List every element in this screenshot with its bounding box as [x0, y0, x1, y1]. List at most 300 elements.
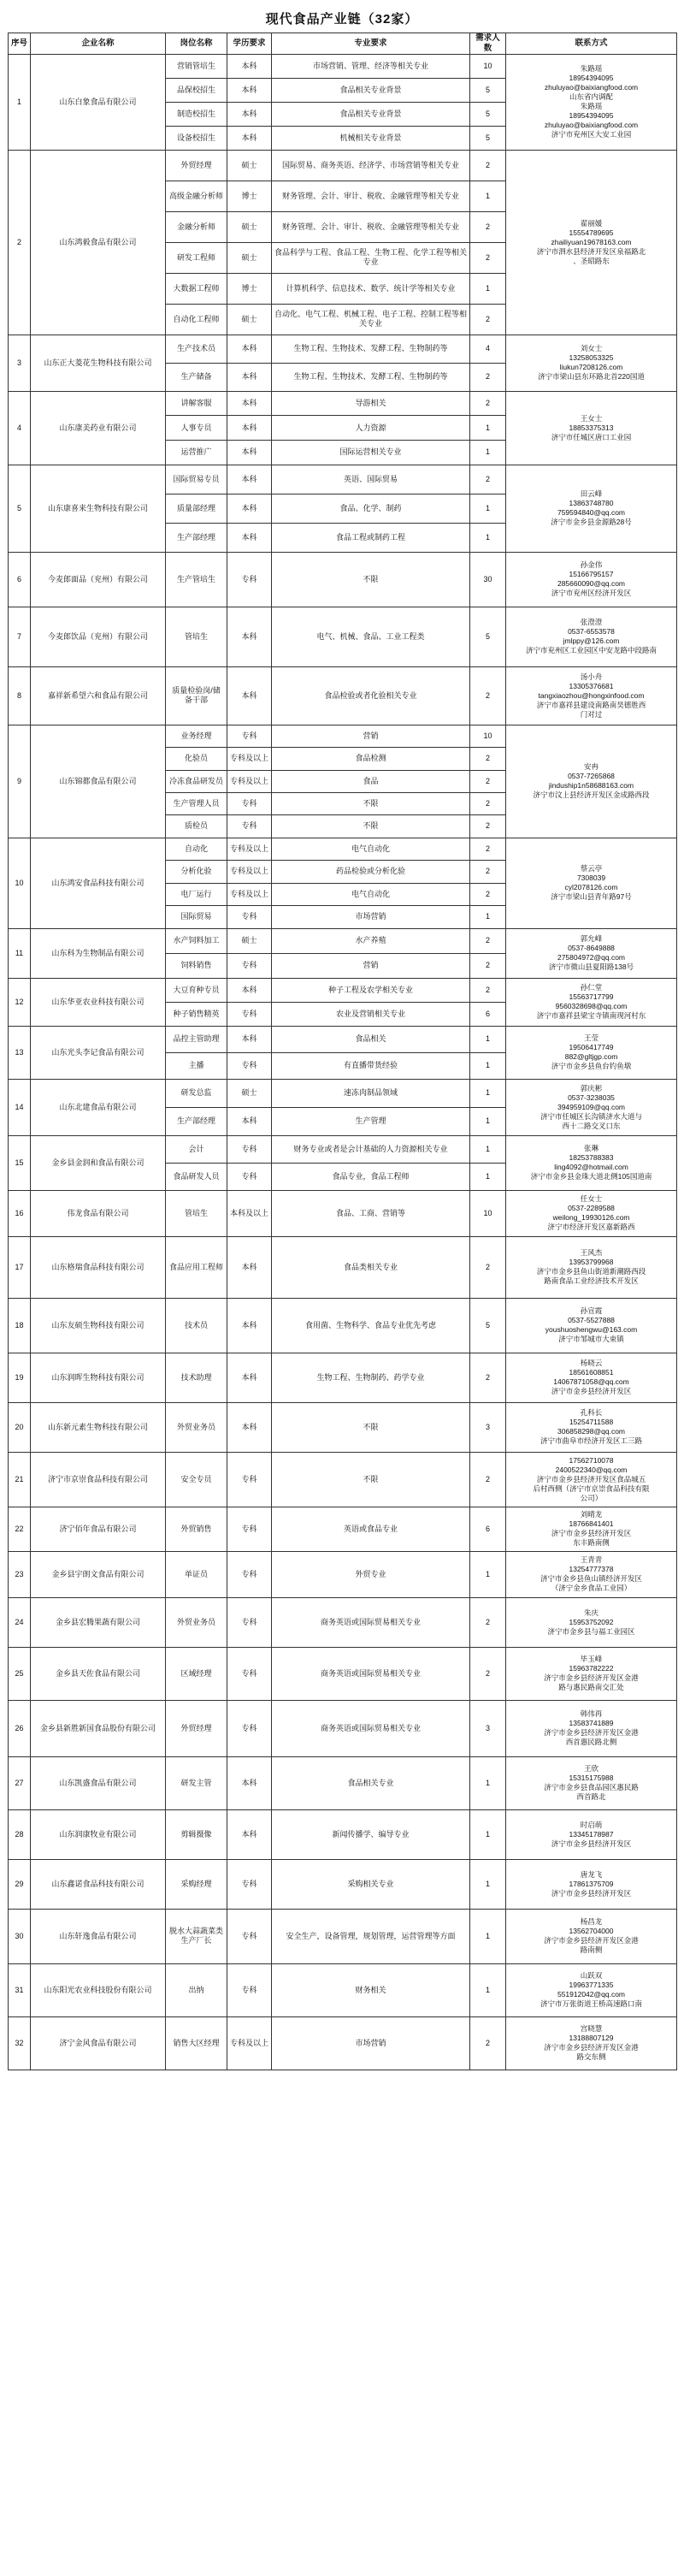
education-requirement: 专科	[227, 953, 272, 978]
major-requirement: 英语或食品专业	[272, 1507, 470, 1551]
headcount: 5	[470, 78, 506, 102]
contact-info	[506, 150, 677, 335]
contact-line: zhailiyuan19678163.com	[551, 237, 632, 246]
table-row	[9, 2016, 677, 2070]
education-requirement: 专科及以上	[227, 748, 272, 770]
major-requirement: 新闻传播学、编导专业	[272, 1809, 470, 1859]
contact-line: 山跃双	[580, 1971, 603, 1981]
contact-info	[506, 1353, 677, 1402]
education-requirement: 专科	[227, 552, 272, 607]
headcount: 2	[470, 1452, 506, 1507]
education-requirement: 本科	[227, 441, 272, 465]
contact-info	[506, 666, 677, 725]
contact-line: 9560328698@qq.com	[555, 1002, 628, 1011]
education-requirement: 本科	[227, 1353, 272, 1402]
contact-line: 15953752092	[569, 1617, 614, 1626]
contact-line: 15315175988	[569, 1774, 614, 1783]
major-requirement: 有直播带货经验	[272, 1052, 470, 1079]
contact-line: 张琳	[583, 1144, 598, 1153]
contact-line: 东丰路南侧	[573, 1538, 610, 1548]
contact-line: 任女士	[580, 1194, 603, 1204]
headcount: 2	[470, 150, 506, 181]
table-row	[9, 1647, 677, 1700]
contact-line: zhuluyao@baixiangfood.com	[544, 121, 639, 130]
major-requirement: 食品	[272, 770, 470, 792]
company-name: 山东正大菱花生物科技有限公司	[31, 335, 166, 391]
table-row	[9, 1353, 677, 1402]
contact-line: 济宁市兖州区大安工业园	[551, 130, 632, 139]
contact-line: 汤小舟	[580, 672, 603, 681]
contact-line: 济宁市微山县夏阳路138号	[548, 962, 634, 972]
contact-info	[506, 978, 677, 1026]
education-requirement: 本科	[227, 1026, 272, 1052]
contact-info	[506, 2016, 677, 2070]
position-name: 种子销售精英	[166, 1002, 227, 1026]
major-requirement: 自动化、电气工程、机械工程、电子工程、控制工程等相关专业	[272, 304, 470, 335]
headcount: 2	[470, 883, 506, 906]
headcount: 2	[470, 363, 506, 391]
contact-line: 882@gltjgp.com	[564, 1052, 618, 1062]
table-row	[9, 1402, 677, 1452]
headcount: 5	[470, 1298, 506, 1353]
headcount: 1	[470, 1756, 506, 1809]
position-name: 管培生	[166, 1190, 227, 1236]
contact-line: 路南侧	[580, 1945, 603, 1955]
row-index: 5	[9, 465, 31, 552]
major-requirement: 食品专业，食品工程师	[272, 1163, 470, 1190]
contact-info	[506, 1809, 677, 1859]
position-name: 外贸经理	[166, 1700, 227, 1756]
table-row	[9, 1809, 677, 1859]
contact-line: 2400522340@qq.com	[555, 1465, 628, 1474]
contact-line: tangxiaozhou@hongxinfood.com	[538, 690, 645, 700]
education-requirement: 硕士	[227, 211, 272, 242]
table-row	[9, 1452, 677, 1507]
contact-line: 18253788383	[569, 1153, 614, 1163]
contact-line: 18561608851	[569, 1368, 614, 1377]
table-row	[9, 1507, 677, 1551]
header-position: 岗位名称	[166, 33, 227, 55]
table-row	[9, 666, 677, 725]
headcount: 4	[470, 335, 506, 363]
headcount: 1	[470, 1809, 506, 1859]
row-index: 32	[9, 2016, 31, 2070]
contact-line: 济宁市金乡县金珠大道北侧105国道南	[530, 1172, 652, 1181]
major-requirement: 生产管理	[272, 1107, 470, 1135]
position-name: 水产饲料加工	[166, 928, 227, 953]
headcount: 6	[470, 1507, 506, 1551]
major-requirement: 不限	[272, 1452, 470, 1507]
major-requirement: 食品工程或制药工程	[272, 523, 470, 552]
contact-line: 7308039	[576, 873, 606, 883]
company-name: 金乡县宇朗文食品有限公司	[31, 1551, 166, 1597]
contact-line: 时启萌	[580, 1820, 603, 1829]
headcount: 10	[470, 54, 506, 78]
contact-line: 18766841401	[569, 1519, 614, 1529]
headcount: 2	[470, 2016, 506, 2070]
contact-line: 13305376681	[569, 681, 614, 690]
contact-line: 路南食品工业经济技术开发区	[544, 1276, 639, 1286]
contact-info	[506, 928, 677, 978]
position-name: 采购经理	[166, 1859, 227, 1909]
position-name: 质量检验岗/储备干部	[166, 666, 227, 725]
contact-line: weilong_19930126.com	[552, 1213, 630, 1223]
contact-info	[506, 1647, 677, 1700]
contact-line: 毕玉峰	[580, 1655, 603, 1664]
education-requirement: 专科及以上	[227, 2016, 272, 2070]
contact-info	[506, 1402, 677, 1452]
position-name: 国际贸易专员	[166, 465, 227, 494]
major-requirement: 安全生产，设备管理，规划管理，运营管理等方面	[272, 1909, 470, 1963]
contact-line: 13345178987	[569, 1829, 614, 1839]
row-index: 26	[9, 1700, 31, 1756]
position-name: 区域经理	[166, 1647, 227, 1700]
row-index: 21	[9, 1452, 31, 1507]
headcount: 1	[470, 441, 506, 465]
contact-line: 济宁市任城区长沟镇济水大道与	[540, 1111, 642, 1121]
contact-line: 西首惠民路北侧	[565, 1738, 617, 1747]
table-row	[9, 465, 677, 494]
position-name: 生产管培生	[166, 552, 227, 607]
contact-line: 公司）	[580, 1493, 603, 1502]
contact-line: 郭允峰	[580, 934, 603, 944]
education-requirement: 本科	[227, 1756, 272, 1809]
company-name: 山东科为生物制品有限公司	[31, 928, 166, 978]
major-requirement: 不限	[272, 815, 470, 838]
company-name: 山东新元素生物科技有限公司	[31, 1402, 166, 1452]
headcount: 2	[470, 815, 506, 838]
contact-line: 朱路瑶	[580, 102, 603, 111]
position-name: 脱水大蒜蔬菜类生产厂长	[166, 1909, 227, 1963]
header-major: 专业要求	[272, 33, 470, 55]
contact-info	[506, 607, 677, 666]
major-requirement: 国际运营相关专业	[272, 441, 470, 465]
headcount: 1	[470, 906, 506, 929]
contact-info	[506, 1963, 677, 2016]
education-requirement: 专科	[227, 1452, 272, 1507]
education-requirement: 专科及以上	[227, 838, 272, 861]
table-row	[9, 928, 677, 953]
education-requirement: 专科	[227, 1135, 272, 1163]
contact-line: 韩伟再	[580, 1709, 603, 1719]
headcount: 5	[470, 126, 506, 150]
contact-info	[506, 335, 677, 391]
major-requirement: 不限	[272, 792, 470, 814]
education-requirement: 本科	[227, 494, 272, 523]
major-requirement: 食品相关	[272, 1026, 470, 1052]
contact-info	[506, 1298, 677, 1353]
education-requirement: 专科	[227, 1163, 272, 1190]
education-requirement: 专科	[227, 1507, 272, 1551]
contact-line: 刘女士	[580, 344, 603, 353]
row-index: 16	[9, 1190, 31, 1236]
education-requirement: 硕士	[227, 928, 272, 953]
row-index: 12	[9, 978, 31, 1026]
headcount: 2	[470, 304, 506, 335]
contact-info	[506, 391, 677, 465]
company-name: 金乡县天佐食品有限公司	[31, 1647, 166, 1700]
company-name: 济宁佰年食品有限公司	[31, 1507, 166, 1551]
table-row	[9, 335, 677, 363]
contact-info	[506, 54, 677, 150]
row-index: 31	[9, 1963, 31, 2016]
contact-line: 15254711588	[569, 1418, 614, 1427]
row-index: 24	[9, 1597, 31, 1647]
headcount: 2	[470, 748, 506, 770]
header-company: 企业名称	[31, 33, 166, 55]
contact-line: 田云峰	[580, 489, 603, 499]
row-index: 20	[9, 1402, 31, 1452]
contact-line: 0537-5527888	[568, 1316, 615, 1325]
contact-line: 济宁市兖州区工业园区中安龙路中段路南	[525, 646, 657, 655]
major-requirement: 食品相关专业背景	[272, 78, 470, 102]
major-requirement: 不限	[272, 1402, 470, 1452]
education-requirement: 专科	[227, 725, 272, 747]
position-name: 质量部经理	[166, 494, 227, 523]
position-name: 业务经理	[166, 725, 227, 747]
contact-line: 17562710078	[569, 1455, 614, 1465]
table-row	[9, 838, 677, 861]
company-name: 嘉祥新希望六和食品有限公司	[31, 666, 166, 725]
major-requirement: 营销	[272, 725, 470, 747]
contact-line: 安冉	[583, 762, 598, 772]
contact-line: 275804972@qq.com	[557, 953, 626, 962]
contact-line: 济宁市金乡县食品园区惠民路	[544, 1783, 639, 1792]
contact-line: 济宁市嘉祥县建设南路南昊德胜西	[536, 700, 646, 709]
contact-line: 759594840@qq.com	[557, 508, 626, 518]
table-row	[9, 725, 677, 747]
contact-info	[506, 725, 677, 838]
contact-line: 郭庆彬	[580, 1083, 603, 1093]
major-requirement: 财务专业或者是会计基础的人力资源相关专业	[272, 1135, 470, 1163]
education-requirement: 本科	[227, 54, 272, 78]
contact-line: 18954394095	[569, 111, 614, 121]
contact-line: 13583741889	[569, 1719, 614, 1728]
contact-line: 济宁市泗水县经济开发区泉福路北	[536, 246, 646, 256]
position-name: 出纳	[166, 1963, 227, 2016]
education-requirement: 专科	[227, 1859, 272, 1909]
education-requirement: 硕士	[227, 1079, 272, 1107]
position-name: 生产储备	[166, 363, 227, 391]
position-name: 技术员	[166, 1298, 227, 1353]
major-requirement: 财务管理、会计、审计、税收、金融管理等相关专业	[272, 211, 470, 242]
contact-line: 济宁市汶上县经济开发区金成路西段	[533, 791, 650, 800]
major-requirement: 商务英语或国际贸易相关专业	[272, 1700, 470, 1756]
education-requirement: 专科	[227, 792, 272, 814]
contact-line: 济宁市金乡县经济开发区	[551, 1888, 632, 1898]
page-title: 现代食品产业链（32家）	[265, 12, 419, 27]
contact-line: 王莹	[583, 1033, 598, 1043]
company-name: 山东润康牧业有限公司	[31, 1809, 166, 1859]
contact-info	[506, 1135, 677, 1190]
contact-info	[506, 1551, 677, 1597]
headcount: 1	[470, 1026, 506, 1052]
headcount: 1	[470, 1963, 506, 2016]
company-name: 山东友硕生物科技有限公司	[31, 1298, 166, 1353]
position-name: 运营推广	[166, 441, 227, 465]
education-requirement: 专科	[227, 1700, 272, 1756]
headcount: 1	[470, 416, 506, 441]
row-index: 3	[9, 335, 31, 391]
major-requirement: 生物工程、生物技术、发酵工程、生物制药等	[272, 335, 470, 363]
education-requirement: 本科	[227, 465, 272, 494]
position-name: 研发总监	[166, 1079, 227, 1107]
education-requirement: 专科	[227, 1647, 272, 1700]
major-requirement: 电气自动化	[272, 883, 470, 906]
company-name: 济宁金风食品有限公司	[31, 2016, 166, 2070]
position-name: 人事专员	[166, 416, 227, 441]
contact-line: 济宁市曲阜市经济开发区工三路	[540, 1436, 642, 1446]
company-name: 山东北建食品有限公司	[31, 1079, 166, 1135]
contact-line: 0537-3238035	[568, 1093, 615, 1102]
row-index: 23	[9, 1551, 31, 1597]
table-row	[9, 1079, 677, 1107]
headcount: 1	[470, 1079, 506, 1107]
contact-line: 13863748780	[569, 499, 614, 508]
contact-line: 朱路瑶	[580, 64, 603, 74]
headcount: 2	[470, 1236, 506, 1298]
company-name: 山东白象食品有限公司	[31, 54, 166, 150]
contact-line: 551912042@qq.com	[557, 1990, 626, 1999]
major-requirement: 商务英语或国际贸易相关专业	[272, 1647, 470, 1700]
contact-line: （济宁金乡食品工业园）	[551, 1584, 632, 1593]
company-name: 伟龙食品有限公司	[31, 1190, 166, 1236]
table-row	[9, 552, 677, 607]
headcount: 2	[470, 211, 506, 242]
position-name: 分析化验	[166, 861, 227, 884]
header-contact: 联系方式	[506, 33, 677, 55]
row-index: 10	[9, 838, 31, 928]
position-name: 大豆育种专员	[166, 978, 227, 1002]
table-row	[9, 1135, 677, 1163]
table-row	[9, 1963, 677, 2016]
position-name: 品保校招生	[166, 78, 227, 102]
education-requirement: 博士	[227, 273, 272, 304]
headcount: 1	[470, 1551, 506, 1597]
table-row	[9, 1190, 677, 1236]
contact-info	[506, 1859, 677, 1909]
headcount: 2	[470, 465, 506, 494]
headcount: 2	[470, 1597, 506, 1647]
company-name: 山东鑫诺食品科技有限公司	[31, 1859, 166, 1909]
contact-line: cyl2078126.com	[564, 883, 618, 892]
contact-line: 济宁市梁山县东环路北首220国道	[538, 372, 645, 382]
company-name: 山东光头李记食品有限公司	[31, 1026, 166, 1079]
company-name: 金乡县宏腾果蔬有限公司	[31, 1597, 166, 1647]
row-index: 22	[9, 1507, 31, 1551]
contact-line: 13562704000	[569, 1927, 614, 1936]
table-body	[9, 54, 677, 2070]
position-name: 剪辑摄像	[166, 1809, 227, 1859]
contact-line: 18853375313	[569, 423, 614, 432]
major-requirement: 英语、国际贸易	[272, 465, 470, 494]
contact-line: 刘晴龙	[580, 1510, 603, 1519]
position-name: 大数据工程师	[166, 273, 227, 304]
row-index: 25	[9, 1647, 31, 1700]
contact-line: jmlppy@126.com	[563, 637, 620, 646]
contact-line: 济宁市经济开发区嘉新路西	[547, 1223, 635, 1232]
headcount: 1	[470, 523, 506, 552]
position-name: 营销管培生	[166, 54, 227, 78]
contact-line: 394959109@qq.com	[557, 1102, 626, 1111]
contact-info	[506, 1597, 677, 1647]
contact-line: 济宁市嘉祥县梁宝寺镇南现河村东	[536, 1011, 646, 1021]
position-name: 自动化工程师	[166, 304, 227, 335]
header-headcount: 需求人数	[470, 33, 506, 55]
contact-line: 王欣	[583, 1764, 598, 1774]
education-requirement: 本科	[227, 523, 272, 552]
headcount: 2	[470, 953, 506, 978]
education-requirement: 专科	[227, 906, 272, 929]
header-education: 学历要求	[227, 33, 272, 55]
education-requirement: 本科	[227, 978, 272, 1002]
contact-line: 济宁市金乡县经济开发区金港	[544, 1936, 639, 1945]
contact-line: 济宁市金乡县经济开发区	[551, 1529, 632, 1538]
table-row	[9, 607, 677, 666]
major-requirement: 人力资源	[272, 416, 470, 441]
contact-line: jinduship1n58688163.com	[548, 781, 634, 791]
contact-info	[506, 465, 677, 552]
major-requirement: 食品类相关专业	[272, 1236, 470, 1298]
position-name: 生产技术员	[166, 335, 227, 363]
education-requirement: 硕士	[227, 242, 272, 273]
contact-info	[506, 1026, 677, 1079]
position-name: 管培生	[166, 607, 227, 666]
table-row	[9, 54, 677, 78]
contact-line: 15554789695	[569, 228, 614, 237]
contact-line: 18954394095	[569, 74, 614, 83]
contact-line: 西首路北	[576, 1792, 606, 1802]
position-name: 饲料销售	[166, 953, 227, 978]
major-requirement: 生物工程、生物技术、发酵工程、生物制药等	[272, 363, 470, 391]
major-requirement: 种子工程及农学相关专业	[272, 978, 470, 1002]
position-name: 电厂运行	[166, 883, 227, 906]
contact-line: 宫晓慧	[580, 2024, 603, 2034]
major-requirement: 食品、工商、营销等	[272, 1190, 470, 1236]
education-requirement: 本科	[227, 78, 272, 102]
headcount: 1	[470, 1909, 506, 1963]
major-requirement: 机械相关专业背景	[272, 126, 470, 150]
table-row	[9, 1597, 677, 1647]
contact-line: 王女士	[580, 413, 603, 423]
contact-line: 13254777378	[569, 1565, 614, 1574]
contact-line: 13258053325	[569, 353, 614, 363]
contact-info	[506, 552, 677, 607]
row-index: 17	[9, 1236, 31, 1298]
headcount: 1	[470, 1135, 506, 1163]
headcount: 2	[470, 1353, 506, 1402]
table-row	[9, 1026, 677, 1052]
headcount: 1	[470, 273, 506, 304]
contact-line: 济宁市金乡县经济开发区食品城五	[536, 1474, 646, 1483]
contact-line: 19963771335	[569, 1981, 614, 1990]
position-name: 生产管理人员	[166, 792, 227, 814]
company-name: 今麦郎饮品（兖州）有限公司	[31, 607, 166, 666]
headcount: 2	[470, 770, 506, 792]
row-index: 27	[9, 1756, 31, 1809]
education-requirement: 专科	[227, 1909, 272, 1963]
contact-line: 翟丽媛	[580, 218, 603, 228]
major-requirement: 财务管理、会计、审计、税收、金融管理等相关专业	[272, 181, 470, 211]
education-requirement: 本科	[227, 391, 272, 416]
row-index: 2	[9, 150, 31, 335]
position-name: 金融分析师	[166, 211, 227, 242]
company-name: 今麦郎面品（兖州）有限公司	[31, 552, 166, 607]
contact-line: 15963782222	[569, 1664, 614, 1673]
position-name: 单证员	[166, 1551, 227, 1597]
row-index: 30	[9, 1909, 31, 1963]
position-name: 生产部经理	[166, 1107, 227, 1135]
